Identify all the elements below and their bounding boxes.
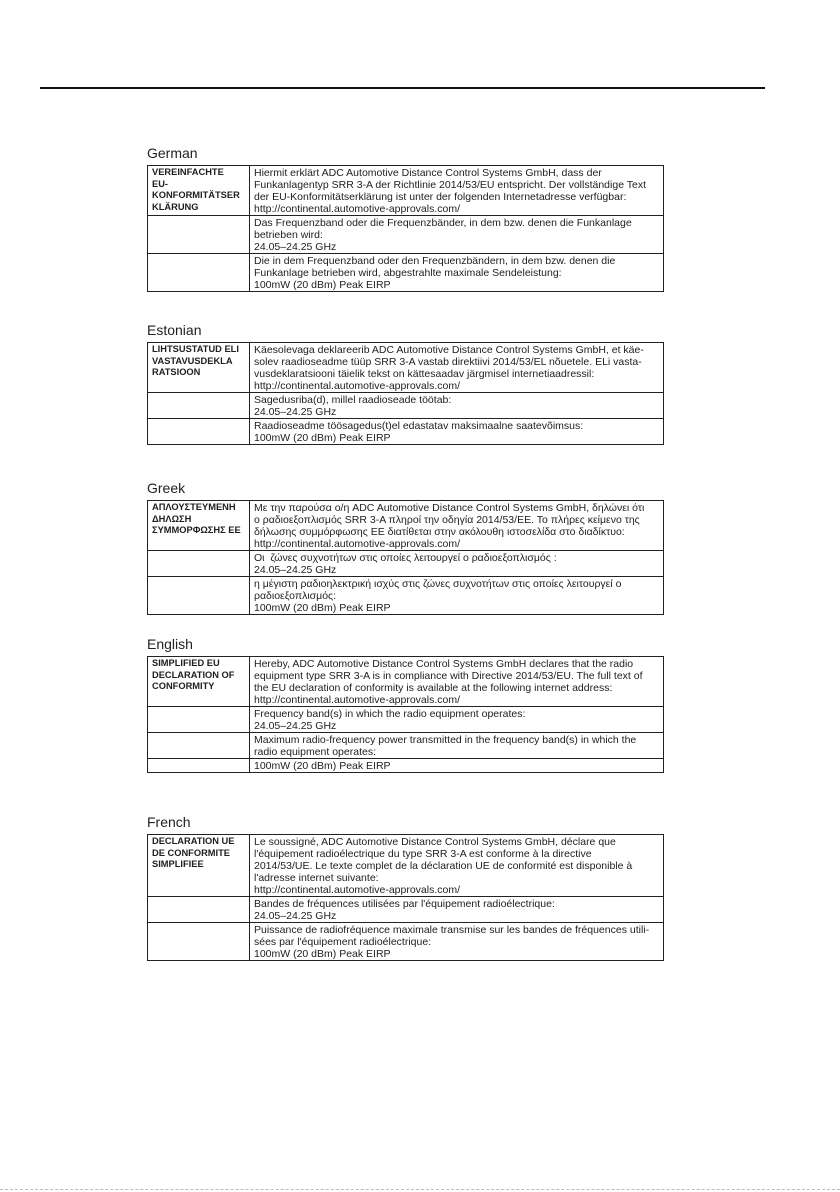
text-line: Με την παρούσα ο/η ADC Automotive Distance Control Systems GmbH, δηλώνει ότι [254,502,645,514]
declaration-title-line: KONFORMITÄTSER [152,190,240,200]
text-line: sées par l'équipement radioélectrique: [254,936,432,948]
section-greek [147,480,663,615]
declaration-text-cell [250,343,664,393]
text-line: Frequency band(s) in which the radio equipment operates: [254,708,526,720]
text-line: the EU declaration of conformity is available at the following internet address: [254,682,613,694]
declaration-table [147,834,664,961]
declaration-title-line: DE CONFORMITE [152,847,230,858]
text-line: 2014/53/UE. Le texte complet de la déclaration UE de conformité est disponible à [254,860,633,872]
frequency-band-cell [250,551,664,577]
language-heading: Greek [147,480,186,496]
declaration-title-line: VEREINFACHTE [152,167,224,177]
table-row [148,216,664,254]
table-row [148,501,664,551]
text-line: η μέγιστη ραδιοηλεκτρική ισχύς στις ζώνες συχνοτήτων στις οποίες λειτουργεί ο [254,578,622,590]
text-line: Le soussigné, ADC Automotive Distance Control Systems GmbH, déclare que [254,836,616,848]
max-power-cell [250,577,664,615]
text-line: Hereby, ADC Automotive Distance Control Systems GmbH declares that the radio [254,658,634,670]
url-line: http://continental.automotive-approvals.com/ [254,694,461,706]
text-line: δήλωσης συμμόρφωσης ΕΕ διατίθεται στην ακόλουθη ιστοσελίδα στο διαδίκτυο: [254,526,625,538]
frequency-value: 24.05–24.25 GHz [254,241,337,253]
text-line: l'équipement radioélectrique du type SRR 3-A est conforme à la directive [254,848,592,860]
declaration-text-cell [250,835,664,897]
frequency-value: 24.05–24.25 GHz [254,720,337,732]
power-value-cell [250,759,664,773]
frequency-band-cell [250,216,664,254]
declaration-title-line: SIMPLIFIEE [152,859,204,869]
max-power-cell [250,733,664,759]
section-english [147,636,663,773]
table-row [148,393,664,419]
declaration-table [147,656,664,773]
declaration-title-line: DECLARATION OF [152,669,235,680]
power-value: 100mW (20 dBm) Peak EIRP [254,279,391,291]
language-heading: German [147,145,198,161]
frequency-value: 24.05–24.25 GHz [254,910,337,922]
power-value: 100mW (20 dBm) Peak EIRP [254,602,391,614]
frequency-band-cell [250,393,664,419]
table-row [148,733,664,759]
language-heading: French [147,814,191,830]
text-line: Sagedusriba(d), millel raadioseade töötab: [254,394,452,406]
table-row [148,166,664,216]
table-row [148,657,664,707]
empty-cell [148,577,250,615]
text-line: l'adresse internet suivante: [254,872,379,884]
table-row [148,254,664,292]
text-line: Puissance de radiofréquence maximale transmise sur les bandes de fréquences utili- [254,924,650,936]
text-line: der EU-Konformitätserklärung ist unter der folgenden Internetadresse verfügbar: [254,191,627,203]
declaration-title-line: ΑΠΛΟΥΣΤΕΥΜΕΝΗ [152,502,236,512]
header-rule [40,87,765,89]
text-line: Funkanlage betrieben wird, abgestrahlte maximale Sendeleistung: [254,267,562,279]
table-row [148,551,664,577]
text-line: ραδιοεξοπλισμός: [254,590,337,602]
text-line: Οι ζώνες συχνοτήτων στις οποίες λειτουργεί ο ραδιοεξοπλισμός : [254,552,557,564]
declaration-title-line: KLÄRUNG [152,201,199,212]
empty-cell [148,551,250,577]
max-power-cell [250,254,664,292]
frequency-value: 24.05–24.25 GHz [254,406,337,418]
declaration-title-cell [148,501,250,551]
declaration-title-line: CONFORMITY [152,681,215,691]
declaration-title-line: RATSIOON [152,367,201,377]
section-german [147,145,663,292]
url-line: http://continental.automotive-approvals.com/ [254,538,461,550]
declaration-text-cell [250,501,664,551]
empty-cell [148,707,250,733]
declaration-title-cell [148,343,250,393]
text-line: betrieben wird: [254,229,323,241]
empty-cell [148,759,250,773]
empty-cell [148,897,250,923]
empty-cell [148,393,250,419]
declaration-title-line: SIMPLIFIED EU [152,658,220,668]
declaration-title-line: VASTAVUSDEKLA [152,355,233,366]
declaration-title-cell [148,835,250,897]
declaration-text-cell [250,166,664,216]
url-line: http://continental.automotive-approvals.com/ [254,884,461,896]
text-line: vusdeklaratsiooni täielik tekst on kättesaadav järgmisel internetiaadressil: [254,368,595,380]
power-value: 100mW (20 dBm) Peak EIRP [254,760,391,772]
declaration-table [147,500,664,615]
table-row [148,897,664,923]
text-line: ο ραδιοεξοπλισμός SRR 3-A πληροί την οδηγία 2014/53/ΕΕ. Το πλήρες κείμενο της [254,514,640,526]
empty-cell [148,419,250,445]
max-power-cell [250,923,664,961]
frequency-value: 24.05–24.25 GHz [254,564,337,576]
empty-cell [148,923,250,961]
table-row [148,419,664,445]
max-power-cell [250,419,664,445]
declaration-table [147,342,664,445]
section-estonian [147,322,663,445]
declaration-title-line: ΣΥΜΜΟΡΦΩΣΗΣ ΕΕ [152,525,241,535]
text-line: Funkanlagentyp SRR 3-A der Richtlinie 2014/53/EU entspricht. Der vollständige Text [254,179,647,191]
page-edge-line [0,1189,840,1190]
declaration-title-cell [148,166,250,216]
power-value: 100mW (20 dBm) Peak EIRP [254,948,391,960]
language-heading: Estonian [147,322,202,338]
declaration-title-line: EU- [152,178,169,189]
url-line: http://continental.automotive-approvals.com/ [254,203,461,215]
empty-cell [148,733,250,759]
url-line: http://continental.automotive-approvals.com/ [254,380,461,392]
declaration-title-line: DECLARATION UE [152,836,235,846]
text-line: Hiermit erklärt ADC Automotive Distance Control Systems GmbH, dass der [254,167,602,179]
text-line: Bandes de fréquences utilisées par l'équipement radioélectrique: [254,898,555,910]
text-line: Die in dem Frequenzband oder den Frequenzbändern, in dem bzw. denen die [254,255,616,267]
text-line: Raadioseadme töösagedus(t)el edastatav maksimaalne saatevõimsus: [254,420,584,432]
empty-cell [148,254,250,292]
frequency-band-cell [250,707,664,733]
text-line: equipment type SRR 3-A is in compliance with Directive 2014/53/EU. The full text of [254,670,643,682]
text-line: radio equipment operates: [254,746,376,758]
declaration-text-cell [250,657,664,707]
text-line: solev raadioseadme tüüp SRR 3-A vastab direktiivi 2014/53/EL nõuetele. ELi vasta- [254,356,642,368]
table-row [148,923,664,961]
declaration-table [147,165,664,292]
declaration-title-line: ΔΗΛΩΣΗ [152,513,192,524]
text-line: Maximum radio-frequency power transmitted in the frequency band(s) in which the [254,734,637,746]
power-value: 100mW (20 dBm) Peak EIRP [254,432,391,444]
table-row [148,835,664,897]
declaration-title-cell [148,657,250,707]
table-row [148,343,664,393]
empty-cell [148,216,250,254]
frequency-band-cell [250,897,664,923]
table-row [148,577,664,615]
language-heading: English [147,636,193,652]
table-row [148,759,664,773]
section-french [147,814,663,961]
text-line: Käesolevaga deklareerib ADC Automotive Distance Control Systems GmbH, et käe- [254,344,644,356]
table-row [148,707,664,733]
text-line: Das Frequenzband oder die Frequenzbänder, in dem bzw. denen die Funkanlage [254,217,632,229]
declaration-title-line: LIHTSUSTATUD ELI [152,344,239,354]
